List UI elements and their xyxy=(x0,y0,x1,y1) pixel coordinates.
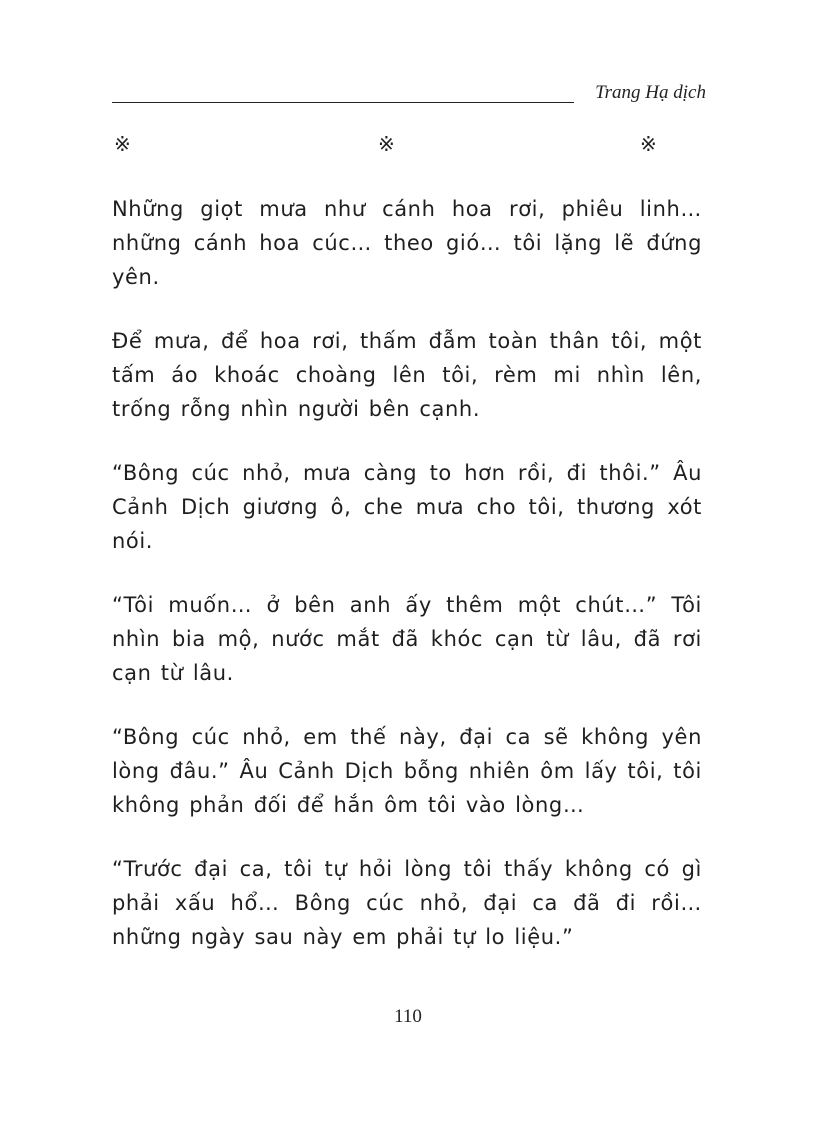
page-number: 110 xyxy=(394,1006,422,1027)
page-body-text xyxy=(112,192,702,984)
reference-mark-icon: ※ xyxy=(378,132,395,156)
paragraph: “Bông cúc nhỏ, mưa càng to hơn rồi, đi thôi.” Âu Cảnh Dịch giương ô, che mưa cho tôi, thương xót nói. xyxy=(112,461,702,553)
paragraph: “Trước đại ca, tôi tự hỏi lòng tôi thấy không có gì phải xấu hổ… Bông cúc nhỏ, đại ca đã đi rồi… những ngày sau này em phải tự lo liệu.” xyxy=(112,857,702,949)
header-rule xyxy=(112,102,574,103)
reference-mark-icon: ※ xyxy=(114,132,131,156)
paragraph: Những giọt mưa như cánh hoa rơi, phiêu linh… những cánh hoa cúc… theo gió… tôi lặng lẽ đứng yên. xyxy=(112,197,702,289)
running-header xyxy=(112,80,708,106)
section-separator xyxy=(112,132,708,160)
paragraph: “Tôi muốn… ở bên anh ấy thêm một chút…” Tôi nhìn bia mộ, nước mắt đã khóc cạn từ lâu, đã rơi cạn từ lâu. xyxy=(112,593,702,685)
paragraph: “Bông cúc nhỏ, em thế này, đại ca sẽ không yên lòng đâu.” Âu Cảnh Dịch bỗng nhiên ôm lấy tôi, tôi không phản đối để hắn ôm tôi vào lòng… xyxy=(112,725,702,817)
reference-mark-icon: ※ xyxy=(640,132,657,156)
paragraph: Để mưa, để hoa rơi, thấm đẫm toàn thân tôi, một tấm áo khoác choàng lên tôi, rèm mi nhìn lên, trống rỗng nhìn người bên cạnh. xyxy=(112,329,702,421)
header-translator-credit: Trang Hạ dịch xyxy=(595,82,706,103)
